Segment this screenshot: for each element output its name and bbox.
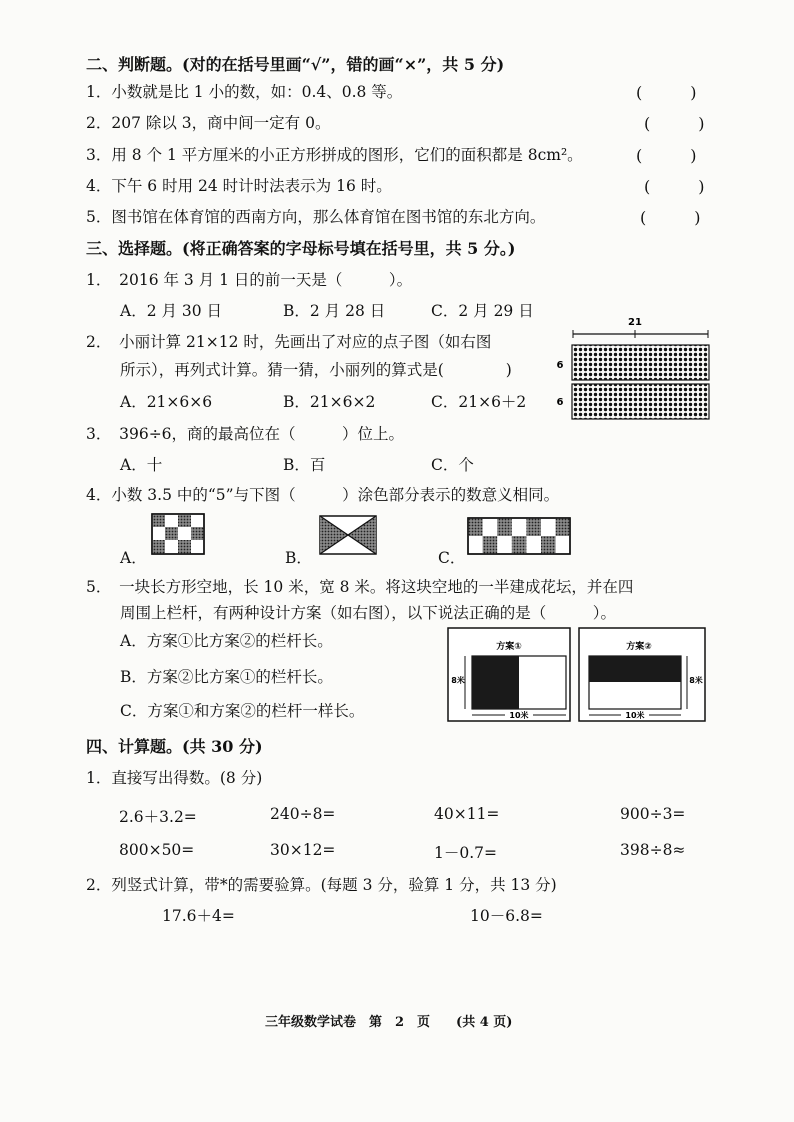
dot-row2-label: 6 (556, 397, 564, 408)
q2-option-b: B．21×6×2 (283, 393, 376, 411)
q2-option-c: C．21×6＋2 (431, 393, 527, 411)
q2-option-a: A．21×6×6 (120, 393, 213, 411)
calc-1-1: 2.6＋3.2= (119, 808, 197, 826)
plan1-length-label: 10米 (509, 711, 529, 720)
plan2-width-label: 8米 (689, 676, 703, 685)
q4-option-c: C． (438, 549, 466, 567)
dot-top-label: 21 (628, 317, 642, 328)
plan1-label: 方案① (496, 642, 522, 652)
q2-stem-line1: 2． 小丽计算 21×12 时，先画出了对应的点子图（如右图 (86, 333, 492, 351)
q3-option-b: B．百 (283, 456, 326, 474)
dot-block-1 (572, 345, 709, 380)
plan2-label: 方案② (626, 642, 652, 652)
q3-stem: 3． 396÷6，商的最高位在（ ）位上。 (86, 425, 405, 443)
calc-part2-title: 2．列竖式计算，带*的需要验算。(每题 3 分，验算 1 分，共 13 分) (86, 876, 557, 894)
judge-item-3: 3．用 8 个 1 平方厘米的小正方形拼成的图形，它们的面积都是 8cm²。 (86, 146, 583, 164)
judge-item-4: 4．下午 6 时用 24 时计时法表示为 16 时。 (86, 177, 392, 195)
calc-2-3: 1－0.7= (434, 844, 497, 862)
figure-c-checker (468, 518, 570, 554)
judge-item-5: 5．图书馆在体育馆的西南方向，那么体育馆在图书馆的东北方向。 (86, 208, 546, 226)
dot-block-2 (572, 384, 709, 419)
q1-stem: 1． 2016 年 3 月 1 日的前一天是（ ）。 (86, 271, 413, 289)
plan1-diagram (448, 628, 570, 721)
judge-blank-1[interactable]: ( ) (636, 83, 697, 102)
section4-title: 四、计算题。(共 30 分) (86, 737, 263, 756)
judge-item-2: 2．207 除以 3，商中间一定有 0。 (86, 114, 331, 132)
section3-title: 三、选择题。(将正确答案的字母标号填在括号里，共 5 分。) (86, 239, 516, 258)
figure-a-checker (152, 514, 204, 554)
q5-stem-line2: 周围上栏杆，有两种设计方案（如右图），以下说法正确的是（ ）。 (120, 604, 617, 622)
q4-option-a: A． (120, 549, 147, 567)
judge-blank-2[interactable]: ( ) (644, 114, 705, 133)
calc-part1-title: 1．直接写出得数。(8 分) (86, 769, 263, 787)
calc-2-4: 398÷8≈ (620, 841, 686, 859)
plan2-length-label: 10米 (625, 711, 645, 720)
q1-option-a: A．2 月 30 日 (120, 302, 223, 320)
plan1-width-label: 8米 (451, 676, 465, 685)
q3-option-c: C．个 (431, 456, 474, 474)
q4-option-b: B． (285, 549, 312, 567)
judge-blank-5[interactable]: ( ) (640, 208, 701, 227)
calc-1-2: 240÷8= (270, 805, 336, 823)
dot-row1-label: 6 (556, 360, 564, 371)
q5-option-a: A．方案①比方案②的栏杆长。 (120, 632, 333, 650)
vertical-calc-1: 17.6＋4= (162, 907, 235, 925)
q1-option-b: B．2 月 28 日 (283, 302, 386, 320)
q5-stem-line1: 5． 一块长方形空地，长 10 米，宽 8 米。将这块空地的一半建成花坛，并在四 (86, 578, 634, 596)
section2-title: 二、判断题。(对的在括号里画“√”，错的画“×”，共 5 分) (86, 55, 505, 74)
q4-figures (150, 512, 580, 562)
q4-stem: 4．小数 3.5 中的“5”与下图（ ）涂色部分表示的数意义相同。 (86, 486, 560, 504)
calc-2-2: 30×12= (270, 841, 336, 859)
q3-option-a: A．十 (120, 456, 163, 474)
q5-option-c: C．方案①和方案②的栏杆一样长。 (120, 702, 365, 720)
judge-blank-3[interactable]: ( ) (636, 146, 697, 165)
page-footer: 三年级数学试卷 第 2 页 (共 4 页) (265, 1015, 513, 1030)
judge-item-1: 1．小数就是比 1 小的数，如：0.4、0.8 等。 (86, 83, 403, 101)
q2-stem-line2: 所示），再列式计算。猜一猜，小丽列的算式是( ) (120, 361, 512, 379)
plan2-diagram (579, 628, 705, 721)
q5-option-b: B．方案②比方案①的栏杆长。 (120, 668, 333, 686)
calc-1-4: 900÷3= (620, 805, 686, 823)
judge-blank-4[interactable]: ( ) (644, 177, 705, 196)
calc-2-1: 800×50= (119, 841, 195, 859)
plan-diagrams (447, 627, 709, 723)
figure-b-bowtie (320, 516, 376, 554)
q1-option-c: C．2 月 29 日 (431, 302, 534, 320)
dot-diagram (548, 312, 718, 427)
calc-1-3: 40×11= (434, 805, 500, 823)
vertical-calc-2: 10－6.8= (470, 907, 543, 925)
